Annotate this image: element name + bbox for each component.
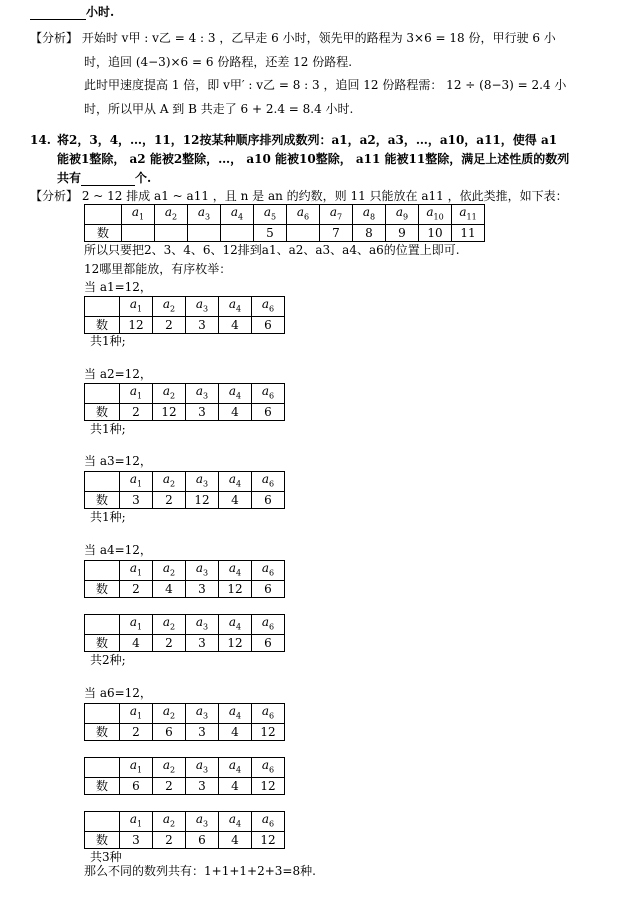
- unit-text: 小时.: [86, 5, 115, 19]
- row-label-cell: 数: [85, 832, 120, 849]
- case-title: 当 a6=12，: [84, 686, 152, 700]
- case-table-value-cell: 3: [186, 724, 219, 741]
- row-label-cell: 数: [85, 635, 120, 652]
- problem-line2: 能被1整除， a2 能被2整除，…， a10 能被10整除， a11 能被11整除，满足上述性质的数列: [57, 152, 570, 166]
- total-line: 那么不同的数列共有：1+1+1+2+3=8种.: [84, 864, 316, 878]
- case-table-header-cell: $a_4$: [219, 561, 252, 581]
- big-table-value-cell: [122, 225, 155, 242]
- case-table-value-cell: 2: [120, 404, 153, 421]
- big-table-header-cell: $a_7$: [320, 205, 353, 225]
- case-table-header-cell: $a_3$: [186, 384, 219, 404]
- big-table-header-cell: $a_{10}$: [419, 205, 452, 225]
- big-table-value-cell: [221, 225, 254, 242]
- big-table-header-cell: $a_1$: [122, 205, 155, 225]
- big-table-header-cell: $a_2$: [155, 205, 188, 225]
- problem-line1: 将2，3，4，…，11，12按某种顺序排列成数列：a1，a2，a3，…，a10，a11，使得 a1: [57, 133, 558, 147]
- case-table-value-cell: 6: [252, 404, 285, 421]
- case-table-value-cell: 12: [153, 404, 186, 421]
- case-table-header-cell: $a_6$: [252, 615, 285, 635]
- analysis1-line3: 此时甲速度提高 1 倍，即 v甲′ : v乙 = 8 : 3 ，追回 12 份路程需： 12 ÷ (8−3) = 2.4 小: [84, 78, 567, 92]
- case-title: 当 a2=12，: [84, 367, 152, 381]
- case-table-value-cell: 2: [120, 724, 153, 741]
- case-table-value-cell: 4: [219, 492, 252, 509]
- case-table-header-cell: $a_3$: [186, 472, 219, 492]
- case-table-header-cell: $a_1$: [120, 384, 153, 404]
- case-table-value-cell: 3: [186, 635, 219, 652]
- case-table-value-cell: 6: [252, 317, 285, 334]
- case-table-header-cell: $a_3$: [186, 615, 219, 635]
- case-table-value-row: [85, 492, 285, 509]
- case-title: 当 a4=12，: [84, 543, 152, 557]
- case-table-header-cell: $a_2$: [153, 812, 186, 832]
- problem-line3: [57, 170, 151, 186]
- big-table-header-row: [85, 205, 485, 225]
- case-table-header-cell: [85, 704, 120, 724]
- case-table-value-cell: 12: [219, 635, 252, 652]
- case-table-header-row: [85, 704, 285, 724]
- big-table-header-cell: $a_8$: [353, 205, 386, 225]
- big-table-value-cell: [188, 225, 221, 242]
- case-table-value-cell: 2: [120, 581, 153, 598]
- big-table-header-cell: $a_{11}$: [452, 205, 485, 225]
- case-table-value-cell: 4: [153, 581, 186, 598]
- case-table-header-cell: $a_1$: [120, 615, 153, 635]
- case-table-value-cell: 6: [153, 724, 186, 741]
- big-table: [84, 204, 485, 242]
- case-table-value-cell: 12: [252, 724, 285, 741]
- big-table-value-cell: 11: [452, 225, 485, 242]
- case-table-header-cell: $a_6$: [252, 472, 285, 492]
- case-table-header-row: [85, 384, 285, 404]
- case-table: [84, 811, 285, 849]
- case-count: 共1种;: [90, 510, 126, 524]
- big-table-value-cell: 9: [386, 225, 419, 242]
- case-table-header-cell: $a_2$: [153, 384, 186, 404]
- case-table-header-cell: $a_1$: [120, 758, 153, 778]
- analysis-bracket: 【分析】: [30, 31, 79, 45]
- case-table-header-cell: $a_2$: [153, 297, 186, 317]
- case-table-value-cell: 2: [153, 492, 186, 509]
- case-table: [84, 614, 285, 652]
- case-table-header-cell: $a_3$: [186, 758, 219, 778]
- case-table-value-cell: 12: [186, 492, 219, 509]
- case-table-header-cell: [85, 384, 120, 404]
- case-table-value-cell: 6: [252, 581, 285, 598]
- case-table-value-row: [85, 724, 285, 741]
- case-table-value-cell: 2: [153, 832, 186, 849]
- case-table-value-cell: 4: [219, 317, 252, 334]
- problem-line3-post: 个.: [135, 171, 152, 185]
- case-table-header-cell: $a_2$: [153, 758, 186, 778]
- row-label-cell: 数: [85, 581, 120, 598]
- case-table-value-row: [85, 832, 285, 849]
- case-table-value-cell: 3: [120, 832, 153, 849]
- case-table-header-row: [85, 812, 285, 832]
- problem-line3-pre: 共有: [57, 171, 82, 185]
- case-table-header-cell: [85, 472, 120, 492]
- case-count: 共3种: [90, 850, 122, 864]
- case-table-header-cell: $a_6$: [252, 812, 285, 832]
- case-table-value-cell: 3: [186, 581, 219, 598]
- big-table-value-cell: 7: [320, 225, 353, 242]
- big-table-header-cell: $a_4$: [221, 205, 254, 225]
- case-table-header-cell: $a_1$: [120, 472, 153, 492]
- analysis2-intro: [30, 188, 568, 204]
- top-answer-line: [30, 4, 114, 20]
- case-table-header-cell: $a_4$: [219, 812, 252, 832]
- case-table-header-cell: $a_6$: [252, 561, 285, 581]
- big-table-header-cell: $a_9$: [386, 205, 419, 225]
- case-count: 共1种;: [90, 334, 126, 348]
- case-table-value-cell: 6: [252, 635, 285, 652]
- row-label-cell: 数: [85, 317, 120, 334]
- case-table-header-row: [85, 472, 285, 492]
- case-table-value-cell: 3: [120, 492, 153, 509]
- case-table-value-cell: 4: [219, 778, 252, 795]
- case-table-value-row: [85, 317, 285, 334]
- row-label-cell: 数: [85, 724, 120, 741]
- case-table-header-cell: $a_6$: [252, 704, 285, 724]
- case-table-header-cell: $a_4$: [219, 297, 252, 317]
- case-table-value-cell: 12: [219, 581, 252, 598]
- case-table-header-cell: $a_6$: [252, 384, 285, 404]
- case-table-value-cell: 6: [252, 492, 285, 509]
- case-table-value-row: [85, 581, 285, 598]
- case-table-header-cell: $a_2$: [153, 472, 186, 492]
- case-table-header-cell: $a_3$: [186, 812, 219, 832]
- case-table-value-cell: 3: [186, 404, 219, 421]
- big-table-value-cell: 数: [85, 225, 122, 242]
- case-table-header-cell: $a_3$: [186, 297, 219, 317]
- case-table-header-row: [85, 297, 285, 317]
- case-table-header-cell: $a_2$: [153, 615, 186, 635]
- case-table-header-cell: $a_2$: [153, 561, 186, 581]
- case-table-value-cell: 12: [252, 832, 285, 849]
- analysis1-line4: 时，所以甲从 A 到 B 共走了 6 + 2.4 = 8.4 小时.: [84, 102, 354, 116]
- case-table: [84, 703, 285, 741]
- case-table-value-cell: 12: [120, 317, 153, 334]
- case-table-header-row: [85, 758, 285, 778]
- big-table-value-cell: 5: [254, 225, 287, 242]
- case-table-value-cell: 4: [120, 635, 153, 652]
- row-label-cell: 数: [85, 492, 120, 509]
- case-table-header-cell: $a_1$: [120, 297, 153, 317]
- big-table-header-cell: $a_5$: [254, 205, 287, 225]
- case-table-header-cell: [85, 297, 120, 317]
- case-table-value-cell: 4: [219, 832, 252, 849]
- big-table-value-row: [85, 225, 485, 242]
- case-table-header-cell: $a_6$: [252, 758, 285, 778]
- big-table-value-cell: 8: [353, 225, 386, 242]
- case-table-value-cell: 3: [186, 778, 219, 795]
- case-table: [84, 471, 285, 509]
- case-table: [84, 757, 285, 795]
- case-table-value-row: [85, 404, 285, 421]
- case-table-header-cell: $a_3$: [186, 704, 219, 724]
- case-table-header-cell: $a_6$: [252, 297, 285, 317]
- case-table-header-cell: [85, 758, 120, 778]
- case-table-header-row: [85, 561, 285, 581]
- big-table-header-cell: $a_3$: [188, 205, 221, 225]
- case-table-value-cell: 4: [219, 724, 252, 741]
- case-table-value-cell: 4: [219, 404, 252, 421]
- case-table-value-row: [85, 778, 285, 795]
- case-count: 共1种;: [90, 422, 126, 436]
- row-label-cell: 数: [85, 404, 120, 421]
- case-table-header-cell: $a_4$: [219, 472, 252, 492]
- analysis-bracket: 【分析】: [30, 189, 79, 203]
- case-title: 当 a3=12，: [84, 454, 152, 468]
- big-table-value-cell: 10: [419, 225, 452, 242]
- row-label-cell: 数: [85, 778, 120, 795]
- analysis1-text1: 开始时 v甲 : v乙 = 4 : 3 ，乙早走 6 小时，领先甲的路程为 3×6 = 18 份，甲行驶 6 小: [81, 31, 556, 45]
- case-table-header-cell: $a_4$: [219, 615, 252, 635]
- note2: 12哪里都能放，有序枚举：: [84, 262, 232, 276]
- note1: 所以只要把2、3、4、6、12排到a1、a2、a3、a4、a6的位置上即可.: [84, 243, 460, 257]
- case-table-value-cell: 2: [153, 317, 186, 334]
- problem-number: 14.: [30, 133, 51, 147]
- analysis1-line1: [30, 30, 556, 46]
- case-table-header-cell: $a_4$: [219, 704, 252, 724]
- big-table-value-cell: [287, 225, 320, 242]
- case-table-header-cell: $a_1$: [120, 561, 153, 581]
- case-table: [84, 383, 285, 421]
- big-table-header-cell: [85, 205, 122, 225]
- case-table-value-row: [85, 635, 285, 652]
- case-table-value-cell: 6: [120, 778, 153, 795]
- analysis2-intro-text: 2 ~ 12 排成 a1 ~ a11 ，且 n 是 an 的约数，则 11 只能放在 a11 ，依此类推，如下表：: [81, 189, 568, 203]
- case-table-value-cell: 6: [186, 832, 219, 849]
- case-count: 共2种;: [90, 653, 126, 667]
- big-table-header-cell: $a_6$: [287, 205, 320, 225]
- case-table-header-cell: $a_2$: [153, 704, 186, 724]
- case-table-value-cell: 2: [153, 778, 186, 795]
- case-table-header-cell: [85, 561, 120, 581]
- case-title: 当 a1=12，: [84, 280, 152, 294]
- case-table-header-cell: $a_1$: [120, 704, 153, 724]
- case-table-header-cell: [85, 812, 120, 832]
- analysis1-line2: 时，追回 (4−3)×6 = 6 份路程，还差 12 份路程.: [84, 55, 353, 69]
- case-table-value-cell: 12: [252, 778, 285, 795]
- case-table: [84, 560, 285, 598]
- case-table-header-cell: $a_3$: [186, 561, 219, 581]
- case-table-header-row: [85, 615, 285, 635]
- case-table-value-cell: 2: [153, 635, 186, 652]
- case-table-header-cell: $a_4$: [219, 758, 252, 778]
- problem-answer-blank: [81, 171, 135, 186]
- case-table-value-cell: 3: [186, 317, 219, 334]
- case-table: [84, 296, 285, 334]
- case-table-header-cell: $a_4$: [219, 384, 252, 404]
- case-table-header-cell: $a_1$: [120, 812, 153, 832]
- answer-blank: [30, 5, 86, 20]
- big-table-value-cell: [155, 225, 188, 242]
- case-table-header-cell: [85, 615, 120, 635]
